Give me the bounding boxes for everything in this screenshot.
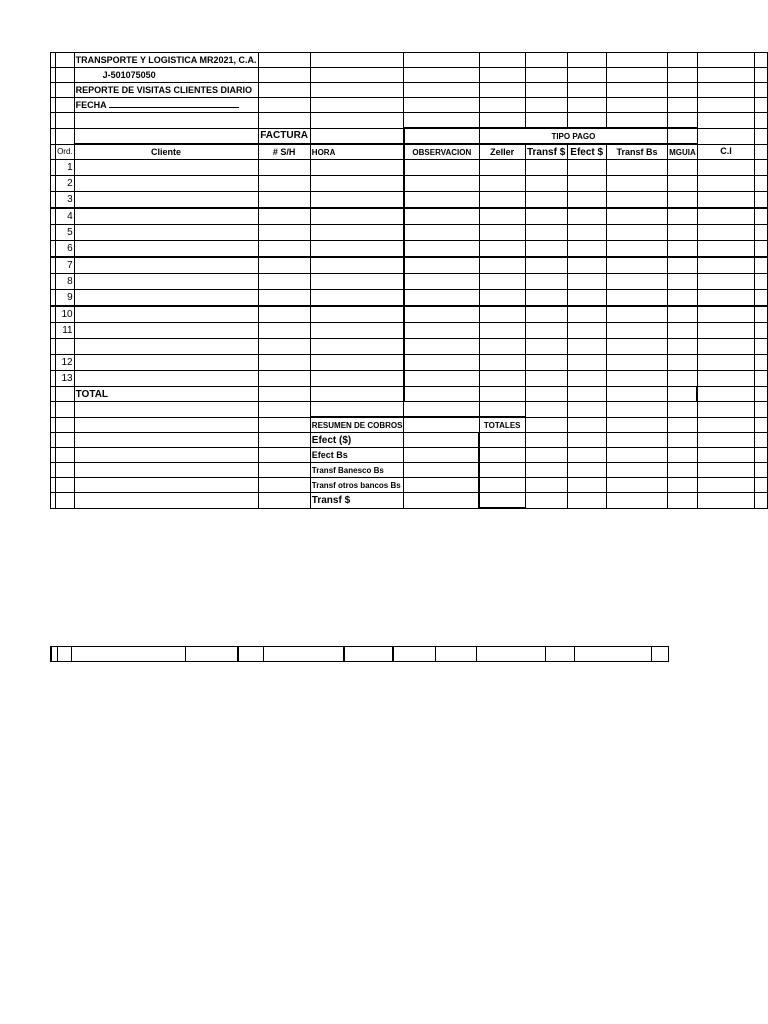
report-grid [50, 52, 768, 509]
cell[interactable] [258, 371, 310, 387]
resumen-item-label: Efect ($) [311, 434, 352, 446]
cell[interactable] [404, 290, 479, 307]
row-number: 5 [56, 225, 75, 241]
cell[interactable] [74, 306, 258, 323]
cell[interactable] [525, 355, 567, 371]
cell[interactable] [668, 225, 698, 241]
cell[interactable] [479, 339, 525, 355]
cell[interactable] [74, 274, 258, 290]
cell[interactable] [567, 339, 606, 355]
cell[interactable] [525, 225, 567, 241]
report-table [50, 52, 768, 509]
cell[interactable] [479, 306, 525, 323]
cell[interactable] [567, 323, 606, 339]
col-transf-usd: Transf $ [525, 144, 567, 160]
cell[interactable] [525, 241, 567, 258]
resumen-total-cell[interactable] [479, 478, 525, 493]
cell[interactable] [404, 257, 479, 274]
resumen-row [51, 493, 768, 509]
cell[interactable] [755, 241, 768, 258]
cell[interactable] [258, 257, 310, 274]
cell[interactable] [310, 160, 404, 176]
header-row-company [51, 53, 768, 68]
row-number: 13 [56, 371, 75, 387]
totales-header: TOTALES [479, 417, 525, 433]
cell[interactable] [310, 257, 404, 274]
table-row [51, 192, 768, 209]
cell[interactable] [404, 160, 479, 176]
table-row [51, 225, 768, 241]
cell[interactable] [697, 355, 755, 371]
table-row [51, 241, 768, 258]
table-row [51, 306, 768, 323]
col-mguia: MGUIA [668, 144, 698, 160]
resumen-item-label: Transf Banesco Bs [311, 465, 384, 475]
company-rif: J-501075050 [102, 69, 156, 80]
cell[interactable] [697, 241, 755, 258]
cell[interactable] [310, 225, 404, 241]
resumen-item-label: Efect Bs [311, 449, 348, 460]
resumen-total-cell[interactable] [479, 463, 525, 478]
total-cell[interactable] [258, 387, 310, 402]
total-cell[interactable] [606, 387, 667, 402]
cell[interactable] [755, 208, 768, 225]
cell[interactable] [479, 225, 525, 241]
row-number: 9 [56, 290, 75, 307]
cell[interactable] [606, 290, 667, 307]
cell[interactable] [258, 176, 310, 192]
cell[interactable] [697, 323, 755, 339]
cell[interactable] [74, 257, 258, 274]
row-number: 1 [56, 160, 75, 176]
cell[interactable] [755, 323, 768, 339]
cell[interactable] [567, 257, 606, 274]
cell[interactable] [74, 323, 258, 339]
col-factura-num: # S/H [258, 144, 310, 160]
cell[interactable] [74, 371, 258, 387]
cell[interactable] [755, 160, 768, 176]
cell[interactable] [74, 192, 258, 209]
cell[interactable] [697, 371, 755, 387]
total-cell[interactable] [697, 387, 755, 402]
cell[interactable] [697, 192, 755, 209]
cell[interactable] [567, 355, 606, 371]
header-row-report-title [51, 83, 768, 98]
header-row-rif [51, 68, 768, 83]
cell[interactable] [74, 241, 258, 258]
cell[interactable] [74, 339, 258, 355]
cell[interactable] [404, 306, 479, 323]
cell[interactable] [479, 323, 525, 339]
cell[interactable] [697, 160, 755, 176]
cell[interactable] [697, 225, 755, 241]
cell[interactable] [697, 306, 755, 323]
cell[interactable] [74, 290, 258, 307]
row-number: 8 [56, 274, 75, 290]
cell[interactable] [404, 339, 479, 355]
cell[interactable] [668, 355, 698, 371]
cell[interactable] [258, 339, 310, 355]
cell[interactable] [755, 339, 768, 355]
cell[interactable] [668, 274, 698, 290]
cell[interactable] [567, 371, 606, 387]
row-number: 10 [56, 306, 75, 323]
cell[interactable] [74, 355, 258, 371]
cell[interactable] [525, 371, 567, 387]
cell[interactable] [258, 306, 310, 323]
cell[interactable] [567, 306, 606, 323]
cell[interactable] [525, 176, 567, 192]
cell[interactable] [479, 290, 525, 307]
cell[interactable] [404, 355, 479, 371]
total-cell[interactable] [567, 387, 606, 402]
cell[interactable] [310, 274, 404, 290]
resumen-row [51, 448, 768, 463]
col-transf-bs: Transf Bs [606, 144, 667, 160]
total-row [51, 387, 768, 402]
cell[interactable] [755, 290, 768, 307]
cell[interactable] [755, 176, 768, 192]
cell[interactable] [697, 290, 755, 307]
row-number: 11 [56, 323, 75, 339]
cell[interactable] [525, 192, 567, 209]
cell[interactable] [74, 208, 258, 225]
cell[interactable] [606, 371, 667, 387]
resumen-total-cell[interactable] [479, 493, 525, 509]
company-name: TRANSPORTE Y LOGISTICA MR2021, C.A. [75, 54, 257, 65]
cell[interactable] [567, 290, 606, 307]
bottom-empty-row [50, 646, 669, 662]
cell[interactable] [668, 339, 698, 355]
cell[interactable] [668, 192, 698, 209]
cell[interactable] [567, 208, 606, 225]
table-row [51, 274, 768, 290]
cell[interactable] [567, 274, 606, 290]
cell[interactable] [525, 160, 567, 176]
cell[interactable] [567, 225, 606, 241]
cell[interactable] [310, 176, 404, 192]
resumen-row [51, 478, 768, 493]
cell[interactable] [567, 176, 606, 192]
col-efect-usd: Efect $ [567, 144, 606, 160]
cell[interactable] [404, 371, 479, 387]
col-cliente: Cliente [74, 144, 258, 160]
cell[interactable] [755, 355, 768, 371]
cell[interactable] [479, 241, 525, 258]
table-row [51, 160, 768, 176]
cell[interactable] [755, 274, 768, 290]
cell[interactable] [404, 323, 479, 339]
cell[interactable] [755, 192, 768, 209]
fecha-label: FECHA [75, 100, 107, 110]
resumen-total-cell[interactable] [479, 448, 525, 463]
col-hora: HORA [310, 144, 404, 160]
cell[interactable] [606, 241, 667, 258]
cell[interactable] [567, 160, 606, 176]
blank-row [51, 113, 768, 129]
cell[interactable] [258, 323, 310, 339]
row-number: 4 [56, 208, 75, 225]
cell[interactable] [258, 160, 310, 176]
cell[interactable] [258, 355, 310, 371]
cell[interactable] [258, 290, 310, 307]
cell[interactable] [697, 176, 755, 192]
cell[interactable] [479, 371, 525, 387]
total-cell[interactable] [755, 387, 768, 402]
col-ord: Ord. [56, 144, 75, 160]
cell[interactable] [755, 371, 768, 387]
col-ci: C.I [697, 144, 755, 160]
cell[interactable] [310, 208, 404, 225]
cell[interactable] [258, 208, 310, 225]
cell[interactable] [567, 241, 606, 258]
cell[interactable] [404, 176, 479, 192]
cell[interactable] [606, 339, 667, 355]
cell[interactable] [755, 306, 768, 323]
cell[interactable] [258, 192, 310, 209]
factura-group-header: FACTURA [258, 128, 310, 144]
col-observacion: OBSERVACION [404, 144, 479, 160]
cell[interactable] [755, 257, 768, 274]
cell[interactable] [606, 257, 667, 274]
cell[interactable] [525, 257, 567, 274]
total-cell[interactable] [525, 387, 567, 402]
cell[interactable] [310, 323, 404, 339]
cell[interactable] [668, 257, 698, 274]
cell[interactable] [310, 371, 404, 387]
cell[interactable] [310, 306, 404, 323]
cell[interactable] [74, 176, 258, 192]
cell[interactable] [525, 306, 567, 323]
cell[interactable] [606, 306, 667, 323]
cell[interactable] [479, 355, 525, 371]
row-number: 6 [56, 241, 75, 258]
cell[interactable] [668, 160, 698, 176]
cell[interactable] [404, 192, 479, 209]
group-header-row [51, 128, 768, 144]
col-zeller: Zeller [479, 144, 525, 160]
total-cell[interactable] [479, 387, 525, 402]
row-number: 3 [56, 192, 75, 209]
cell[interactable] [606, 225, 667, 241]
row-number [56, 339, 75, 355]
cell[interactable] [479, 176, 525, 192]
cell[interactable] [479, 192, 525, 209]
cell[interactable] [310, 290, 404, 307]
column-header-row [51, 144, 768, 160]
cell[interactable] [310, 355, 404, 371]
cell[interactable] [479, 257, 525, 274]
table-row [51, 355, 768, 371]
cell[interactable] [525, 290, 567, 307]
cell[interactable] [697, 274, 755, 290]
cell[interactable] [258, 274, 310, 290]
table-row [51, 371, 768, 387]
cell[interactable] [668, 208, 698, 225]
cell[interactable] [404, 274, 479, 290]
total-cell[interactable] [404, 387, 479, 402]
cell[interactable] [606, 323, 667, 339]
cell[interactable] [258, 225, 310, 241]
report-title: REPORTE DE VISITAS CLIENTES DIARIO [75, 84, 252, 95]
cell[interactable] [479, 274, 525, 290]
cell[interactable] [606, 160, 667, 176]
cell[interactable] [606, 208, 667, 225]
cell[interactable] [310, 192, 404, 209]
cell[interactable] [310, 339, 404, 355]
fecha-input-line[interactable] [109, 98, 239, 108]
table-row [51, 323, 768, 339]
cell[interactable] [697, 257, 755, 274]
table-row [51, 208, 768, 225]
cell[interactable] [606, 176, 667, 192]
cell[interactable] [404, 225, 479, 241]
cell[interactable] [668, 290, 698, 307]
cell[interactable] [258, 241, 310, 258]
cell[interactable] [567, 192, 606, 209]
total-cell[interactable] [56, 387, 75, 402]
resumen-header-row [51, 417, 768, 433]
table-row [51, 176, 768, 192]
total-label: TOTAL [74, 387, 258, 402]
cell[interactable] [606, 274, 667, 290]
total-cell[interactable] [668, 387, 698, 402]
cell[interactable] [755, 225, 768, 241]
cell[interactable] [525, 339, 567, 355]
cell[interactable] [74, 225, 258, 241]
bottom-table [50, 646, 669, 662]
cell[interactable] [668, 323, 698, 339]
resumen-item-label: Transf $ [311, 494, 351, 506]
cell[interactable] [697, 208, 755, 225]
table-row [51, 290, 768, 307]
cell[interactable] [668, 176, 698, 192]
resumen-row [51, 463, 768, 478]
cell[interactable] [668, 306, 698, 323]
cell[interactable] [606, 192, 667, 209]
row-number: 2 [56, 176, 75, 192]
tipo-pago-group-header: TIPO PAGO [479, 128, 667, 144]
row-number: 12 [56, 355, 75, 371]
total-cell[interactable] [310, 387, 404, 402]
row-number: 7 [56, 257, 75, 274]
cell[interactable] [668, 371, 698, 387]
cell[interactable] [525, 208, 567, 225]
table-row [51, 257, 768, 274]
cell[interactable] [606, 355, 667, 371]
cell[interactable] [479, 208, 525, 225]
resumen-title: RESUMEN DE COBROS [311, 420, 403, 430]
cell[interactable] [697, 339, 755, 355]
header-row-fecha [51, 98, 768, 113]
table-row [51, 339, 768, 355]
resumen-total-cell[interactable] [479, 433, 525, 448]
resumen-item-label: Transf otros bancos Bs [311, 480, 401, 490]
cell[interactable] [479, 160, 525, 176]
cell[interactable] [525, 323, 567, 339]
cell[interactable] [404, 241, 479, 258]
cell[interactable] [310, 241, 404, 258]
resumen-row [51, 433, 768, 448]
cell[interactable] [525, 274, 567, 290]
cell[interactable] [668, 241, 698, 258]
blank-row [51, 402, 768, 418]
cell[interactable] [404, 208, 479, 225]
cell[interactable] [74, 160, 258, 176]
